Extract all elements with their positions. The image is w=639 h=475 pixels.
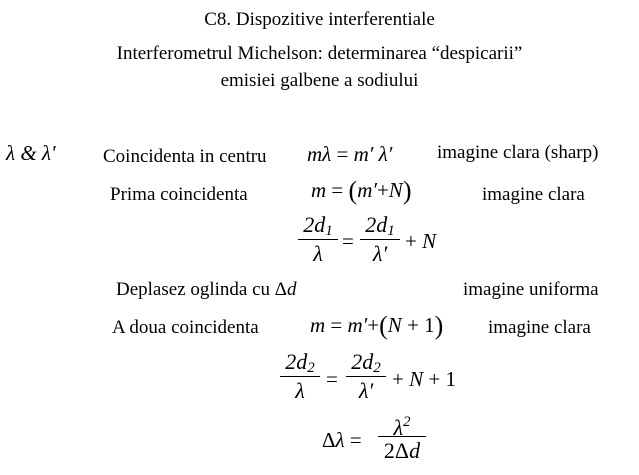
equals-sign-2: = — [326, 367, 338, 391]
row2-label: Prima coincidenta — [110, 184, 248, 205]
fraction-2d2-over-lambda-prime: $2d_2$ λ′ — [346, 350, 386, 403]
equals-sign: = — [342, 229, 354, 253]
lambda-pair-label: λ & λ' — [6, 141, 56, 165]
row1-label: Coincidenta in centru — [103, 146, 267, 167]
row4-label: A doua coincidenta — [112, 317, 259, 338]
row4-equation: m = m′+(N + 1) — [310, 311, 444, 340]
fraction-2d2-over-lambda: $2d_2$ λ — [280, 350, 320, 403]
row2-equation: m = (m′+N) — [311, 176, 412, 205]
row3-label: Deplasez oglinda cu Δd — [116, 279, 297, 300]
row3-result: imagine uniforma — [463, 279, 599, 300]
row2-result: imagine clara — [482, 184, 585, 205]
plus-n-plus-1: + N + 1 — [392, 367, 456, 391]
fraction-lambda2-over-2delta-d: $\lambda^2$ 2Δd — [378, 410, 426, 463]
row1-result: imagine clara (sharp) — [437, 142, 599, 163]
plus-n: + N — [405, 229, 437, 253]
delta-lambda: Δλ = — [322, 428, 362, 452]
subtitle-line-2: emisiei galbene a sodiului — [220, 70, 419, 91]
subtitle-line-1: Interferometrul Michelson: determinarea “despicarii” — [116, 43, 523, 64]
row4-result: imagine clara — [488, 317, 591, 338]
fraction-2d1-over-lambda: $2d_1$ λ — [298, 213, 338, 266]
row1-equation: mλ = m′ λ′ — [307, 142, 393, 166]
fraction-2d1-over-lambda-prime: $2d_1$ λ′ — [360, 213, 400, 266]
page-title: C8. Dispozitive interferentiale — [204, 9, 435, 30]
